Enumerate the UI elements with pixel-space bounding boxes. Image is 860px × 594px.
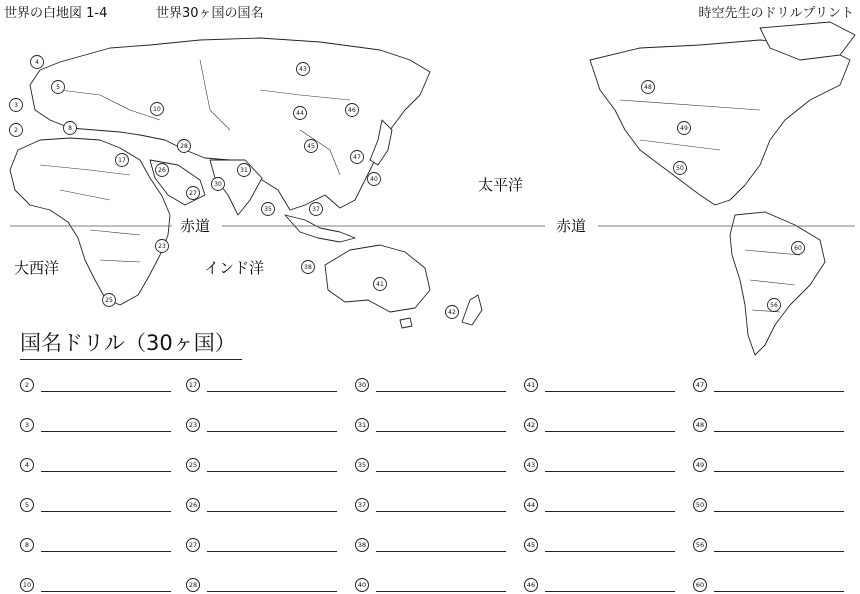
marker-42 bbox=[446, 306, 459, 319]
marker-number: 47 bbox=[353, 154, 361, 161]
answer-line[interactable] bbox=[545, 551, 675, 552]
drill-item-5 bbox=[20, 496, 180, 514]
drill-number: 45 bbox=[524, 538, 538, 552]
marker-41 bbox=[374, 278, 387, 291]
answer-line[interactable] bbox=[714, 431, 844, 432]
marker-25 bbox=[103, 294, 116, 307]
answer-line[interactable] bbox=[376, 551, 506, 552]
drill-number: 37 bbox=[355, 498, 369, 512]
marker-number: 35 bbox=[264, 206, 272, 213]
answer-line[interactable] bbox=[41, 591, 171, 592]
marker-10 bbox=[151, 103, 164, 116]
pacific-ocean-label: 太平洋 bbox=[478, 176, 524, 194]
drill-number: 44 bbox=[524, 498, 538, 512]
indonesia-islands bbox=[285, 215, 355, 242]
marker-49 bbox=[678, 122, 691, 135]
drill-number: 46 bbox=[524, 578, 538, 592]
drill-number: 35 bbox=[355, 458, 369, 472]
drill-number: 17 bbox=[186, 378, 200, 392]
drill-item-43 bbox=[524, 456, 684, 474]
header-title-middle: 世界30ヶ国の国名 bbox=[156, 6, 264, 21]
drill-number: 4 bbox=[20, 458, 34, 472]
drill-item-56 bbox=[693, 536, 853, 554]
drill-number: 47 bbox=[693, 378, 707, 392]
marker-number: 31 bbox=[240, 167, 248, 174]
answer-line[interactable] bbox=[376, 391, 506, 392]
answer-line[interactable] bbox=[545, 431, 675, 432]
drill-title: 国名ドリル（30ヶ国） bbox=[20, 327, 242, 360]
marker-number: 25 bbox=[105, 297, 113, 304]
equator-label-right: 赤道 bbox=[556, 217, 587, 235]
marker-17 bbox=[116, 154, 129, 167]
drill-item-60 bbox=[693, 576, 853, 594]
drill-item-50 bbox=[693, 496, 853, 514]
drill-item-3 bbox=[20, 416, 180, 434]
marker-46 bbox=[346, 104, 359, 117]
drill-item-48 bbox=[693, 416, 853, 434]
answer-line[interactable] bbox=[376, 471, 506, 472]
marker-number: 38 bbox=[304, 264, 312, 271]
marker-3 bbox=[10, 99, 23, 112]
marker-number: 48 bbox=[644, 84, 652, 91]
marker-56 bbox=[768, 299, 781, 312]
marker-30 bbox=[212, 178, 225, 191]
drill-number: 41 bbox=[524, 378, 538, 392]
answer-line[interactable] bbox=[41, 431, 171, 432]
answer-line[interactable] bbox=[545, 471, 675, 472]
marker-8 bbox=[64, 122, 77, 135]
marker-number: 23 bbox=[158, 243, 166, 250]
marker-number: 44 bbox=[296, 110, 304, 117]
drill-number: 49 bbox=[693, 458, 707, 472]
drill-number: 56 bbox=[693, 538, 707, 552]
drill-number: 28 bbox=[186, 578, 200, 592]
answer-line[interactable] bbox=[714, 391, 844, 392]
drill-number: 10 bbox=[20, 578, 34, 592]
drill-item-41 bbox=[524, 376, 684, 394]
drill-item-42 bbox=[524, 416, 684, 434]
marker-2 bbox=[10, 124, 23, 137]
drill-number: 31 bbox=[355, 418, 369, 432]
marker-number: 45 bbox=[307, 143, 315, 150]
marker-number: 46 bbox=[348, 107, 356, 114]
marker-28 bbox=[178, 140, 191, 153]
answer-line[interactable] bbox=[207, 551, 337, 552]
drill-item-37 bbox=[355, 496, 515, 514]
drill-number: 30 bbox=[355, 378, 369, 392]
drill-item-25 bbox=[186, 456, 346, 474]
marker-number: 40 bbox=[370, 176, 378, 183]
marker-38 bbox=[302, 261, 315, 274]
marker-number: 10 bbox=[153, 106, 161, 113]
drill-number: 43 bbox=[524, 458, 538, 472]
marker-47 bbox=[351, 151, 364, 164]
marker-number: 3 bbox=[14, 102, 18, 109]
drill-item-17 bbox=[186, 376, 346, 394]
drill-item-45 bbox=[524, 536, 684, 554]
marker-26 bbox=[156, 164, 169, 177]
north-america-landmass bbox=[590, 40, 850, 205]
answer-line[interactable] bbox=[207, 471, 337, 472]
equator-label-left: 赤道 bbox=[180, 217, 211, 235]
south-america-landmass bbox=[730, 212, 825, 355]
answer-line[interactable] bbox=[207, 591, 337, 592]
answer-line[interactable] bbox=[41, 511, 171, 512]
answer-line[interactable] bbox=[545, 591, 675, 592]
marker-number: 2 bbox=[14, 127, 18, 134]
marker-37 bbox=[310, 203, 323, 216]
drill-item-23 bbox=[186, 416, 346, 434]
marker-44 bbox=[294, 107, 307, 120]
header-title-right: 時空先生のドリルプリント bbox=[698, 6, 854, 21]
drill-item-31 bbox=[355, 416, 515, 434]
marker-number: 17 bbox=[118, 157, 126, 164]
drill-item-44 bbox=[524, 496, 684, 514]
drill-item-27 bbox=[186, 536, 346, 554]
answer-line[interactable] bbox=[207, 391, 337, 392]
answer-line[interactable] bbox=[376, 511, 506, 512]
marker-number: 30 bbox=[214, 181, 222, 188]
drill-number: 50 bbox=[693, 498, 707, 512]
marker-23 bbox=[156, 240, 169, 253]
drill-number: 2 bbox=[20, 378, 34, 392]
tasmania-island bbox=[400, 318, 412, 328]
marker-48 bbox=[642, 81, 655, 94]
answer-line[interactable] bbox=[376, 431, 506, 432]
drill-item-30 bbox=[355, 376, 515, 394]
drill-item-47 bbox=[693, 376, 853, 394]
drill-number: 8 bbox=[20, 538, 34, 552]
drill-item-46 bbox=[524, 576, 684, 594]
marker-40 bbox=[368, 173, 381, 186]
drill-number: 42 bbox=[524, 418, 538, 432]
drill-number: 5 bbox=[20, 498, 34, 512]
drill-number: 27 bbox=[186, 538, 200, 552]
marker-number: 37 bbox=[312, 206, 320, 213]
drill-item-40 bbox=[355, 576, 515, 594]
marker-43 bbox=[297, 63, 310, 76]
indian-ocean-label: インド洋 bbox=[204, 259, 265, 277]
answer-line[interactable] bbox=[41, 471, 171, 472]
marker-27 bbox=[187, 187, 200, 200]
answer-line[interactable] bbox=[545, 391, 675, 392]
marker-number: 26 bbox=[158, 167, 166, 174]
answer-line[interactable] bbox=[714, 511, 844, 512]
answer-line[interactable] bbox=[545, 511, 675, 512]
answer-line[interactable] bbox=[207, 511, 337, 512]
drill-item-10 bbox=[20, 576, 180, 594]
drill-number: 40 bbox=[355, 578, 369, 592]
marker-number: 42 bbox=[448, 309, 456, 316]
drill-item-28 bbox=[186, 576, 346, 594]
marker-number: 50 bbox=[676, 165, 684, 172]
new-zealand-island bbox=[462, 295, 482, 325]
marker-35 bbox=[262, 203, 275, 216]
marker-number: 56 bbox=[770, 302, 778, 309]
atlantic-ocean-label: 大西洋 bbox=[14, 259, 60, 277]
marker-60 bbox=[792, 242, 805, 255]
marker-5 bbox=[52, 81, 65, 94]
answer-line[interactable] bbox=[376, 591, 506, 592]
marker-4 bbox=[31, 56, 44, 69]
drill-number: 60 bbox=[693, 578, 707, 592]
marker-number: 27 bbox=[189, 190, 197, 197]
drill-item-35 bbox=[355, 456, 515, 474]
drill-item-38 bbox=[355, 536, 515, 554]
marker-50 bbox=[674, 162, 687, 175]
marker-45 bbox=[305, 140, 318, 153]
drill-item-2 bbox=[20, 376, 180, 394]
answer-line[interactable] bbox=[207, 431, 337, 432]
marker-number: 4 bbox=[35, 59, 39, 66]
header-title-left: 世界の白地図 1-4 bbox=[4, 6, 108, 21]
drill-item-49 bbox=[693, 456, 853, 474]
drill-number: 26 bbox=[186, 498, 200, 512]
marker-number: 60 bbox=[794, 245, 802, 252]
marker-number: 28 bbox=[180, 143, 188, 150]
drill-item-26 bbox=[186, 496, 346, 514]
drill-number: 25 bbox=[186, 458, 200, 472]
answer-line[interactable] bbox=[41, 391, 171, 392]
africa-landmass bbox=[10, 138, 170, 305]
drill-item-4 bbox=[20, 456, 180, 474]
drill-number: 48 bbox=[693, 418, 707, 432]
drill-number: 23 bbox=[186, 418, 200, 432]
marker-31 bbox=[238, 164, 251, 177]
answer-line[interactable] bbox=[714, 591, 844, 592]
marker-number: 8 bbox=[68, 125, 72, 132]
answer-line[interactable] bbox=[714, 471, 844, 472]
marker-number: 5 bbox=[56, 84, 60, 91]
marker-number: 43 bbox=[299, 66, 307, 73]
world-map bbox=[0, 18, 860, 363]
answer-line[interactable] bbox=[714, 551, 844, 552]
answer-line[interactable] bbox=[41, 551, 171, 552]
drill-number: 38 bbox=[355, 538, 369, 552]
marker-number: 41 bbox=[376, 281, 384, 288]
drill-number: 3 bbox=[20, 418, 34, 432]
marker-number: 49 bbox=[680, 125, 688, 132]
drill-item-8 bbox=[20, 536, 180, 554]
